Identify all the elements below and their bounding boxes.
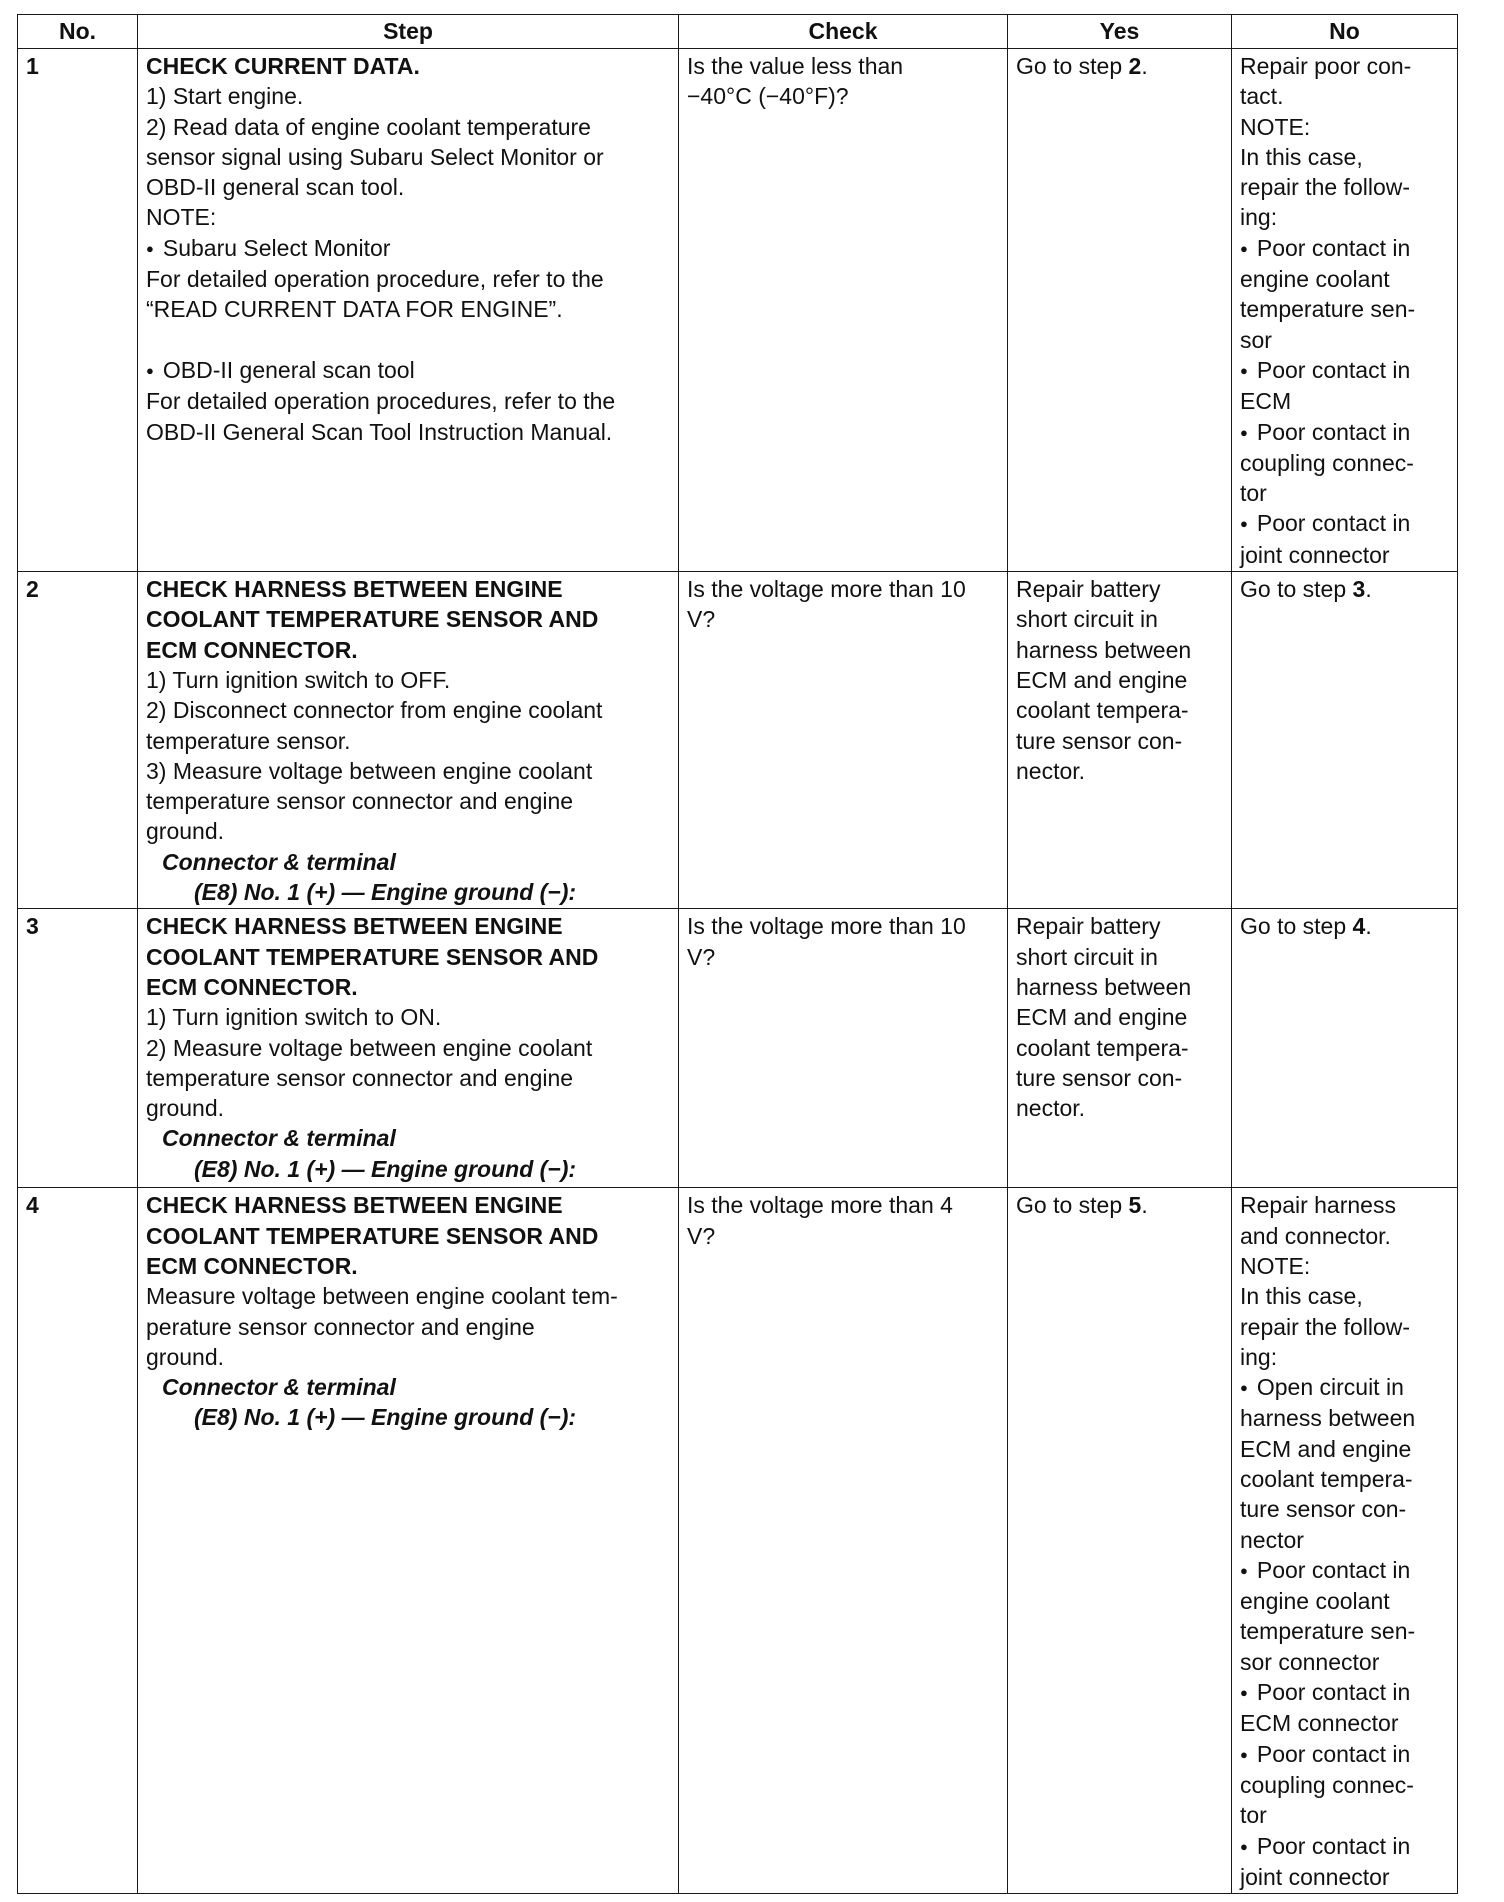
connector-terminal-spec: (E8) No. 1 (+) — Engine ground (−): (194, 1404, 577, 1431)
result-line: nector. (1016, 1095, 1086, 1122)
step-line: For detailed operation procedures, refer to the (146, 388, 616, 415)
bullet-item: ● Poor contact in (1240, 233, 1449, 264)
step-line: 1) Start engine. (146, 83, 304, 110)
note-label: NOTE: (1240, 1252, 1311, 1279)
no-result (1232, 909, 1458, 1188)
result-line: harness between (1240, 1405, 1416, 1432)
result-line: In this case, (1240, 1283, 1363, 1310)
result-line: coupling connec- (1240, 1771, 1414, 1798)
result-line: In this case, (1240, 143, 1363, 170)
note-label: NOTE: (1240, 113, 1311, 140)
step-line: “READ CURRENT DATA FOR ENGINE”. (146, 296, 563, 323)
step-number: 2 (18, 572, 138, 909)
result-line: coolant tempera- (1016, 697, 1189, 724)
connector-terminal-label: Connector & terminal (162, 1125, 396, 1152)
step-line: ground. (146, 1343, 225, 1370)
result-line: nector. (1016, 757, 1086, 784)
step-line: temperature sensor connector and engine (146, 1064, 574, 1091)
result-line: coupling connec- (1240, 449, 1414, 476)
step-title: CHECK CURRENT DATA. (146, 53, 420, 79)
step-line: OBD-II general scan tool. (146, 174, 405, 201)
check-question (679, 909, 1008, 1188)
step-title: COOLANT TEMPERATURE SENSOR AND (146, 943, 599, 970)
step-line: For detailed operation procedure, refer to the (146, 266, 604, 293)
goto-step: Go to step 3. (1240, 576, 1372, 603)
goto-step: Go to step 2. (1016, 53, 1148, 79)
bullet-item: ● Poor contact in (1240, 1677, 1449, 1708)
bullet-item: ● Poor contact in (1240, 1831, 1449, 1862)
step-line: 1) Turn ignition switch to OFF. (146, 666, 451, 693)
connector-terminal-spec: (E8) No. 1 (+) — Engine ground (−): (194, 879, 577, 906)
bullet-item: ● Subaru Select Monitor (146, 233, 670, 264)
spacer (146, 325, 670, 355)
step-line: temperature sensor connector and engine (146, 788, 574, 815)
table-row-step-2 (18, 572, 1458, 909)
header-no-result: No (1232, 15, 1458, 49)
step-line: perature sensor connector and engine (146, 1313, 535, 1340)
check-line: V? (687, 943, 716, 970)
check-question (679, 572, 1008, 909)
no-result (1232, 49, 1458, 572)
table-row-step-4 (18, 1188, 1458, 1894)
result-line: ture sensor con- (1016, 727, 1183, 754)
step-title: ECM CONNECTOR. (146, 636, 358, 663)
step-title: ECM CONNECTOR. (146, 973, 358, 1000)
step-title: CHECK HARNESS BETWEEN ENGINE (146, 913, 563, 940)
check-question (679, 1188, 1008, 1894)
result-line: tact. (1240, 83, 1284, 110)
result-line: harness between (1016, 636, 1192, 663)
result-line: ECM and engine (1016, 666, 1188, 693)
check-line: Is the voltage more than 10 (687, 913, 966, 940)
check-line: V? (687, 1222, 716, 1249)
step-title: CHECK HARNESS BETWEEN ENGINE (146, 1192, 563, 1219)
step-line: 3) Measure voltage between engine coolant (146, 757, 593, 784)
goto-step: Go to step 4. (1240, 913, 1372, 940)
result-line: repair the follow- (1240, 174, 1411, 201)
step-line: 2) Disconnect connector from engine coolant (146, 697, 603, 724)
yes-result (1008, 49, 1232, 572)
step-line: sensor signal using Subaru Select Monitor or (146, 143, 604, 170)
connector-terminal-label: Connector & terminal (162, 1374, 396, 1401)
result-line: ture sensor con- (1240, 1496, 1407, 1523)
note-label: NOTE: (146, 204, 217, 231)
header-yes: Yes (1008, 15, 1232, 49)
check-question (679, 49, 1008, 572)
step-title: ECM CONNECTOR. (146, 1252, 358, 1279)
bullet-item: ● Poor contact in (1240, 1739, 1449, 1770)
step-line: temperature sensor. (146, 727, 351, 754)
header-no: No. (18, 15, 138, 49)
yes-result (1008, 572, 1232, 909)
result-line: Repair battery (1016, 913, 1161, 940)
result-line: and connector. (1240, 1222, 1391, 1249)
result-line: harness between (1016, 973, 1192, 1000)
yes-result (1008, 909, 1232, 1188)
result-line: tor (1240, 480, 1267, 507)
result-line: ECM and engine (1240, 1435, 1412, 1462)
result-line: sor (1240, 326, 1272, 353)
step-line: Measure voltage between engine coolant tem- (146, 1283, 618, 1310)
result-line: coolant tempera- (1016, 1034, 1189, 1061)
step-instructions (138, 1188, 679, 1894)
result-line: repair the follow- (1240, 1313, 1411, 1340)
result-line: ing: (1240, 204, 1278, 231)
result-line: short circuit in (1016, 943, 1158, 970)
connector-terminal-label: Connector & terminal (162, 848, 396, 875)
goto-step: Go to step 5. (1016, 1192, 1148, 1219)
step-title: COOLANT TEMPERATURE SENSOR AND (146, 606, 599, 633)
result-line: tor (1240, 1802, 1267, 1829)
step-instructions (138, 909, 679, 1188)
result-line: ECM (1240, 388, 1292, 415)
step-line: 1) Turn ignition switch to ON. (146, 1004, 442, 1031)
header-step: Step (138, 15, 679, 49)
result-line: engine coolant (1240, 266, 1390, 293)
result-line: temperature sen- (1240, 1618, 1416, 1645)
step-line: ground. (146, 818, 225, 845)
step-number: 4 (18, 1188, 138, 1894)
result-line: coolant tempera- (1240, 1465, 1413, 1492)
result-line: Repair poor con- (1240, 53, 1412, 79)
step-line: ground. (146, 1095, 225, 1122)
result-line: Repair battery (1016, 576, 1161, 603)
check-line: V? (687, 606, 716, 633)
table-row-step-1 (18, 49, 1458, 572)
bullet-item: ● Open circuit in (1240, 1372, 1449, 1403)
step-title: COOLANT TEMPERATURE SENSOR AND (146, 1222, 599, 1249)
table-header-row (18, 15, 1458, 49)
header-check: Check (679, 15, 1008, 49)
step-line: OBD-II General Scan Tool Instruction Manual. (146, 418, 613, 445)
result-line: short circuit in (1016, 606, 1158, 633)
result-line: temperature sen- (1240, 296, 1416, 323)
step-line: 2) Read data of engine coolant temperature (146, 113, 591, 140)
result-line: Repair harness (1240, 1192, 1396, 1219)
check-line: Is the value less than (687, 53, 904, 79)
bullet-item: ● Poor contact in (1240, 355, 1449, 386)
yes-result (1008, 1188, 1232, 1894)
result-line: ECM connector (1240, 1710, 1399, 1737)
no-result (1232, 1188, 1458, 1894)
connector-terminal-spec: (E8) No. 1 (+) — Engine ground (−): (194, 1155, 577, 1182)
result-line: sor connector (1240, 1648, 1380, 1675)
step-title: CHECK HARNESS BETWEEN ENGINE (146, 576, 563, 603)
table-row-step-3 (18, 909, 1458, 1188)
result-line: ing: (1240, 1343, 1278, 1370)
result-line: ECM and engine (1016, 1004, 1188, 1031)
step-line: 2) Measure voltage between engine coolant (146, 1034, 593, 1061)
step-number: 3 (18, 909, 138, 1188)
result-line: nector (1240, 1526, 1304, 1553)
diagnostic-procedure-table (17, 14, 1458, 1894)
bullet-item: ● OBD-II general scan tool (146, 355, 670, 386)
step-instructions (138, 49, 679, 572)
step-number: 1 (18, 49, 138, 572)
check-line: Is the voltage more than 10 (687, 576, 966, 603)
check-line: Is the voltage more than 4 (687, 1192, 953, 1219)
result-line: joint connector (1240, 541, 1390, 568)
result-line: ture sensor con- (1016, 1064, 1183, 1091)
result-line: joint connector (1240, 1863, 1390, 1890)
bullet-item: ● Poor contact in (1240, 1555, 1449, 1586)
bullet-item: ● Poor contact in (1240, 508, 1449, 539)
check-line: −40°C (−40°F)? (687, 83, 849, 110)
bullet-item: ● Poor contact in (1240, 417, 1449, 448)
no-result (1232, 572, 1458, 909)
step-instructions (138, 572, 679, 909)
result-line: engine coolant (1240, 1588, 1390, 1615)
